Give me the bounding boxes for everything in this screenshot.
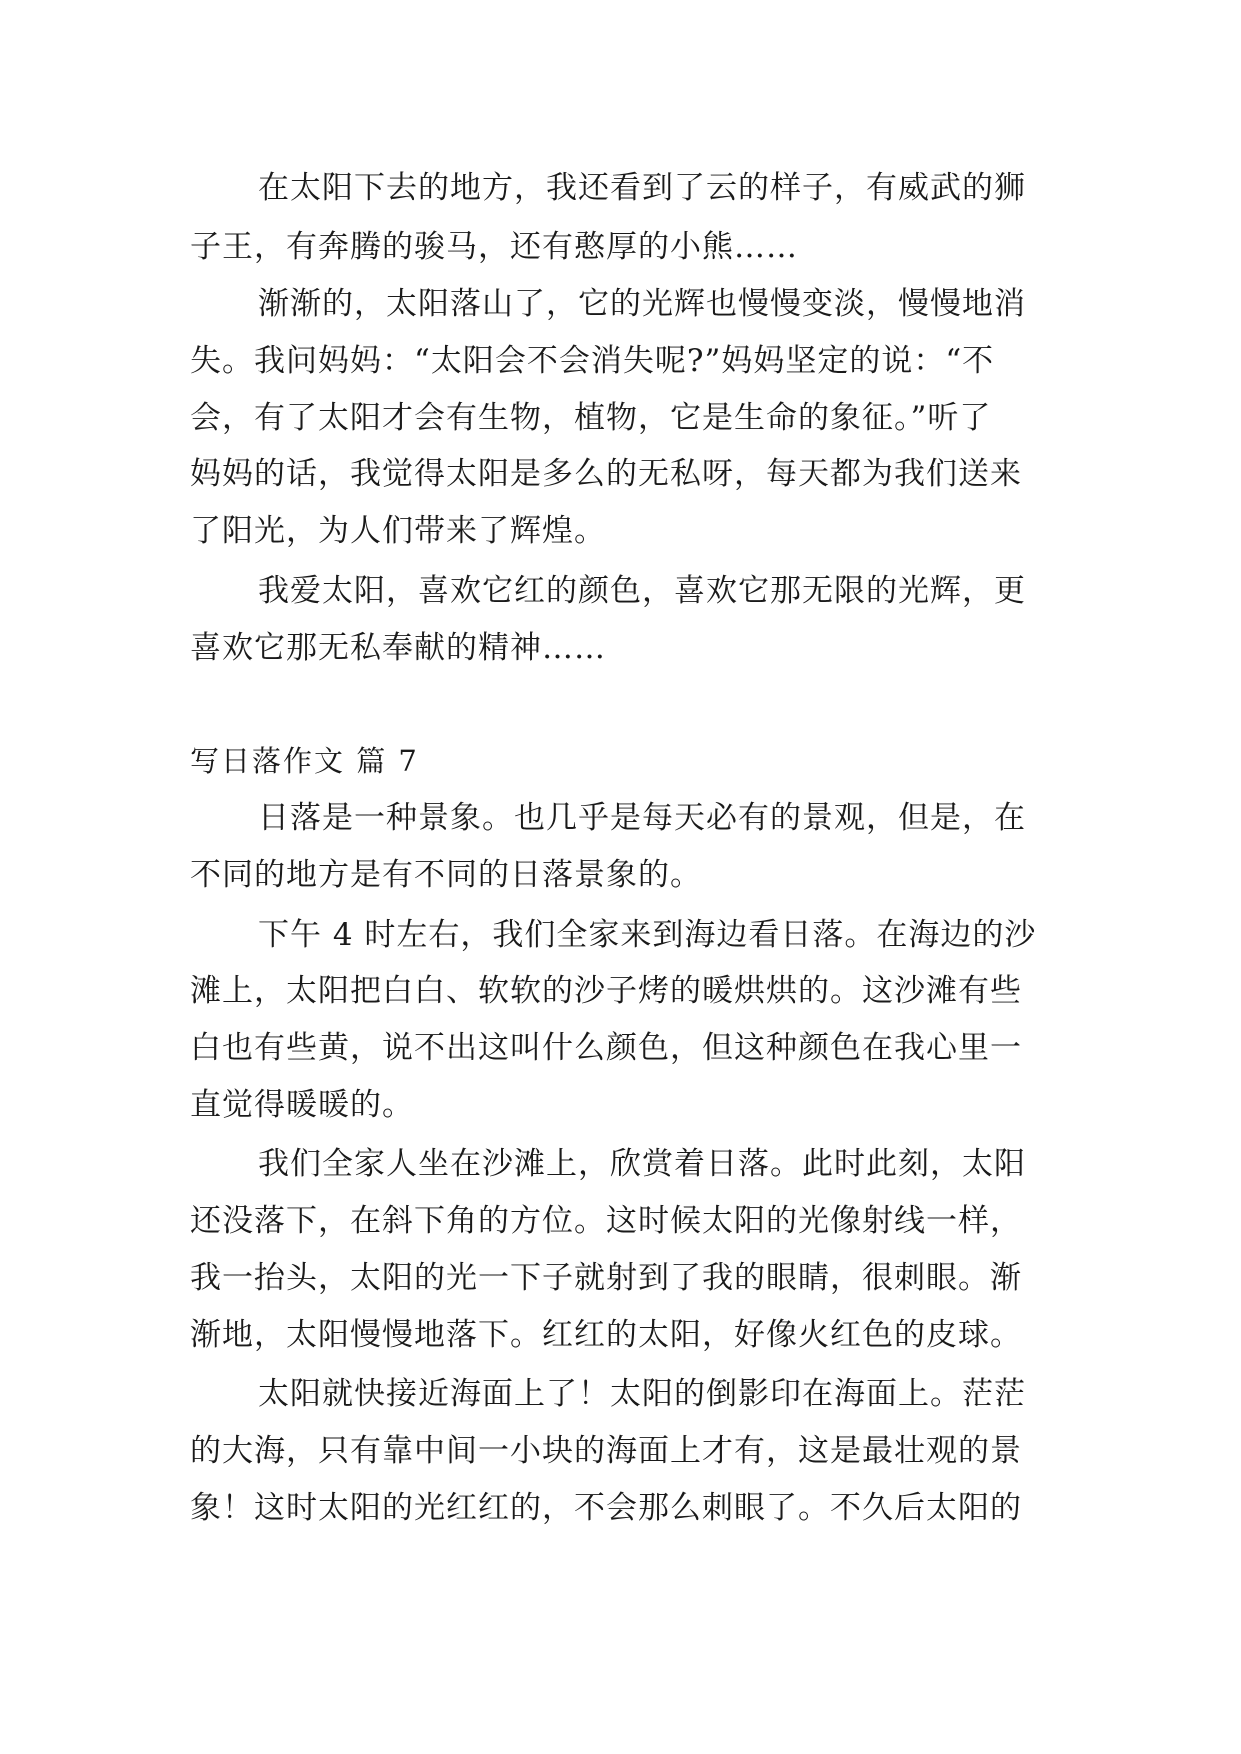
paragraph-line: 象！这时太阳的光红红的，不会那么刺眼了。不久后太阳的	[190, 1490, 1022, 1526]
paragraph-line: 的大海，只有靠中间一小块的海面上才有，这是最壮观的景	[190, 1433, 1022, 1469]
paragraph-line: 渐地，太阳慢慢地落下。红红的太阳，好像火红色的皮球。	[190, 1317, 1022, 1353]
paragraph-line: 我爱太阳，喜欢它红的颜色，喜欢它那无限的光辉，更	[258, 573, 1026, 609]
paragraph-line: 滩上，太阳把白白、软软的沙子烤的暖烘烘的。这沙滩有些	[190, 973, 1022, 1009]
paragraph-line: 下午 4 时左右，我们全家来到海边看日落。在海边的沙	[258, 917, 1037, 953]
paragraph-line: 子王，有奔腾的骏马，还有憨厚的小熊……	[190, 229, 798, 265]
paragraph-line: 还没落下，在斜下角的方位。这时候太阳的光像射线一样，	[190, 1203, 1022, 1239]
paragraph-line: 太阳就快接近海面上了！太阳的倒影印在海面上。茫茫	[258, 1376, 1026, 1412]
paragraph-line: 白也有些黄，说不出这叫什么颜色，但这种颜色在我心里一	[190, 1030, 1022, 1066]
paragraph-line: 妈妈的话，我觉得太阳是多么的无私呀，每天都为我们送来	[190, 456, 1022, 492]
paragraph-line: 在太阳下去的地方，我还看到了云的样子，有威武的狮	[258, 170, 1026, 206]
paragraph-line: 渐渐的，太阳落山了，它的光辉也慢慢变淡，慢慢地消	[258, 286, 1026, 322]
paragraph-line: 喜欢它那无私奉献的精神……	[190, 630, 606, 666]
paragraph-line: 不同的地方是有不同的日落景象的。	[190, 857, 702, 893]
section-heading: 写日落作文 篇 7	[190, 744, 419, 778]
paragraph-line: 了阳光，为人们带来了辉煌。	[190, 513, 606, 549]
paragraph-line: 日落是一种景象。也几乎是每天必有的景观，但是，在	[258, 800, 1026, 836]
paragraph-line: 直觉得暖暖的。	[190, 1087, 414, 1123]
paragraph-line: 我一抬头，太阳的光一下子就射到了我的眼睛，很刺眼。渐	[190, 1260, 1022, 1296]
paragraph-line: 会，有了太阳才会有生物，植物，它是生命的象征。”听了	[190, 400, 992, 436]
paragraph-line: 失。我问妈妈：“太阳会不会消失呢?”妈妈坚定的说：“不	[190, 343, 995, 379]
paragraph-line: 我们全家人坐在沙滩上，欣赏着日落。此时此刻，太阳	[258, 1146, 1026, 1182]
